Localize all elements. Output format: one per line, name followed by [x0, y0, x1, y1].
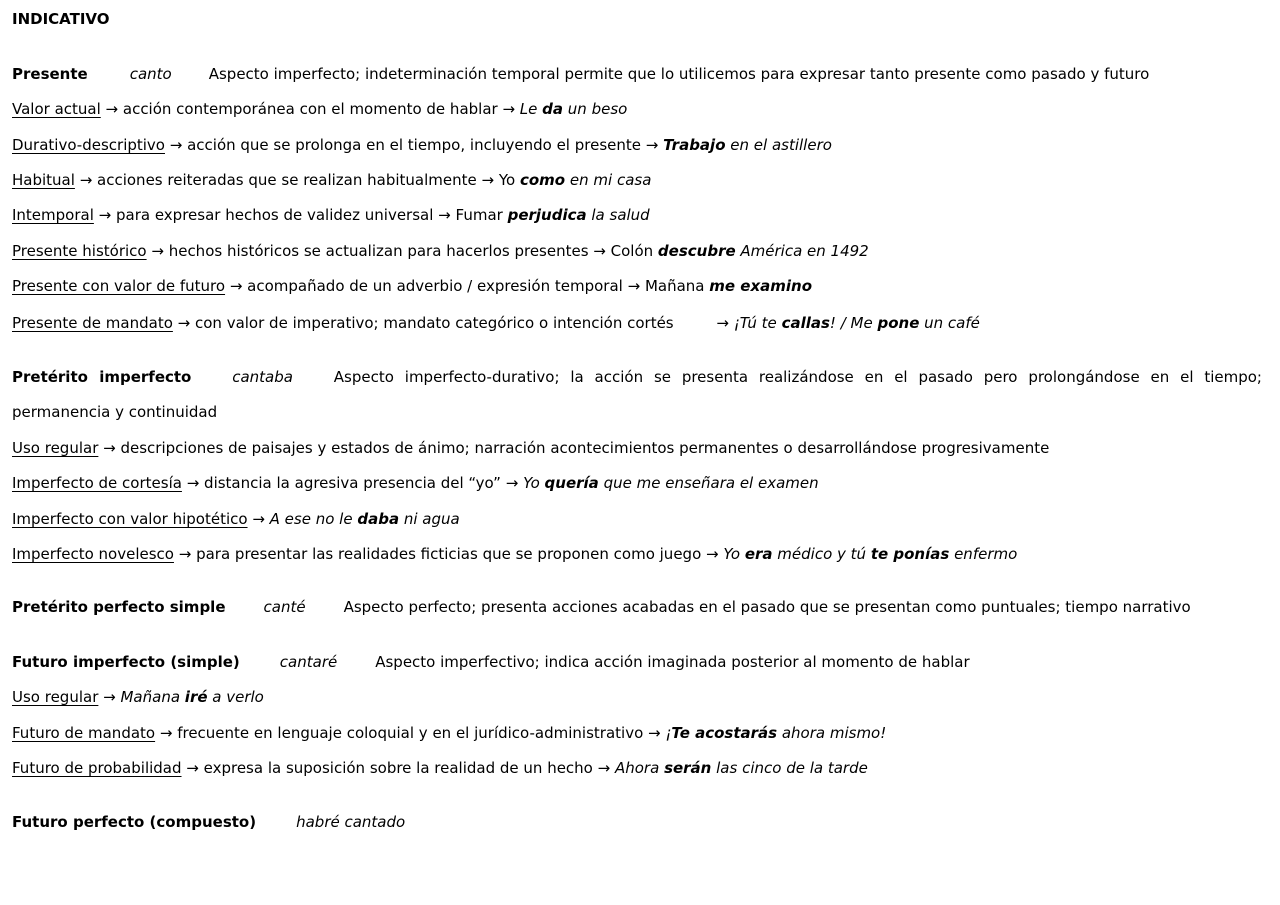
- example-text: Yo: [523, 474, 545, 492]
- tense-example: canté: [263, 598, 306, 616]
- example-text: ! / Me: [829, 314, 878, 332]
- use-row: [12, 242, 869, 260]
- tense-example: cantaré: [279, 653, 338, 671]
- tense-name: Presente: [12, 65, 88, 83]
- use-row: [12, 474, 819, 492]
- use-row: [12, 100, 627, 118]
- use-label: Habitual: [12, 171, 75, 189]
- example-text: las cinco de la tarde: [711, 759, 868, 777]
- example-verb: como: [519, 171, 566, 189]
- tense-name: Futuro imperfecto (simple): [12, 653, 240, 671]
- presente-row: [12, 65, 1149, 83]
- example-text: Le: [519, 100, 543, 118]
- imperfecto-row-continued: [12, 403, 217, 421]
- arrow: →: [247, 510, 270, 528]
- use-row: [12, 724, 886, 742]
- indefinido-row: [12, 598, 1191, 616]
- arrow: →: [155, 724, 178, 742]
- example-text: ¡: [665, 724, 672, 742]
- use-text: hechos históricos se actualizan para hacerlos presentes: [168, 242, 589, 260]
- example-verb: descubre: [657, 242, 736, 260]
- example-text: médico y tú: [772, 545, 871, 563]
- use-row: [12, 510, 460, 528]
- arrow: →: [181, 759, 204, 777]
- use-label: Valor actual: [12, 100, 101, 118]
- use-label: Durativo-descriptivo: [12, 136, 165, 154]
- arrow: →: [93, 206, 116, 224]
- example-text: la salud: [586, 206, 650, 224]
- tense-example: cantaba: [232, 368, 293, 386]
- example-verb: daba: [357, 510, 400, 528]
- tense-name: Pretérito imperfecto: [12, 368, 192, 386]
- arrow: →: [98, 688, 121, 706]
- example-text: A ese no le: [269, 510, 358, 528]
- example-verb: iré: [184, 688, 208, 706]
- futuro-perfecto-row: [12, 813, 405, 831]
- tense-example: habré cantado: [296, 813, 406, 831]
- example-text: ¡Tú te: [733, 314, 782, 332]
- example-verb: Te acostarás: [671, 724, 778, 742]
- arrow: →: [98, 439, 121, 457]
- use-label: Presente con valor de futuro: [12, 277, 226, 295]
- arrow: →: [640, 136, 664, 154]
- arrow: →: [433, 206, 456, 224]
- use-label: Imperfecto novelesco: [12, 545, 174, 563]
- tense-name: Pretérito perfecto simple: [12, 598, 226, 616]
- example-text: ni agua: [399, 510, 460, 528]
- example-verb: me examino: [709, 277, 813, 295]
- arrow: →: [74, 171, 98, 189]
- use-text: para presentar las realidades ficticias que se proponen como juego: [196, 545, 702, 563]
- use-text: acción que se prolonga en el tiempo, incluyendo el presente: [187, 136, 641, 154]
- use-text: frecuente en lenguaje coloquial y en el jurídico-administrativo: [177, 724, 644, 742]
- arrow: →: [588, 242, 611, 260]
- arrow: →: [172, 314, 195, 332]
- tense-description: Aspecto imperfectivo; indica acción imaginada posterior al momento de hablar: [375, 653, 970, 671]
- use-row: [12, 545, 1017, 563]
- use-row: [12, 206, 650, 224]
- tense-description: Aspecto imperfecto; indeterminación temporal permite que lo utilicemos para expresar tanto presente como pasado y futuro: [208, 65, 1150, 83]
- example-text: ahora mismo!: [777, 724, 887, 742]
- tense-name: Futuro perfecto (compuesto): [12, 813, 257, 831]
- example-verb: serán: [664, 759, 712, 777]
- use-row: [12, 171, 651, 189]
- example-verb: pone: [877, 314, 920, 332]
- use-text: con valor de imperativo; mandato categórico o intención cortés: [195, 314, 674, 332]
- example-verb: te ponías: [870, 545, 950, 563]
- example-text: a verlo: [207, 688, 264, 706]
- use-text: descripciones de paisajes y estados de ánimo; narración acontecimientos permanentes o desarrollándose progresivamente: [120, 439, 1050, 457]
- use-label: Futuro de mandato: [12, 724, 156, 742]
- arrow: →: [701, 545, 724, 563]
- use-row: [12, 277, 812, 295]
- use-label: Presente de mandato: [12, 314, 173, 332]
- arrow: →: [100, 100, 123, 118]
- example-verb: perjudica: [507, 206, 587, 224]
- example-text: Fumar: [455, 206, 508, 224]
- use-row: [12, 688, 264, 706]
- tense-description: Aspecto perfecto; presenta acciones acabadas en el pasado que se presentan como puntuales; tiempo narrativo: [343, 598, 1191, 616]
- example-verb: quería: [544, 474, 599, 492]
- arrow: →: [181, 474, 205, 492]
- example-verb: era: [744, 545, 773, 563]
- arrow: →: [622, 277, 645, 295]
- use-text: para expresar hechos de validez universal: [116, 206, 434, 224]
- tense-description: Aspecto imperfecto-durativo; la acción se presenta realizándose en el pasado pero prolongándose en el tiempo;: [333, 368, 1262, 386]
- use-row: [12, 136, 832, 154]
- example-text: Ahora: [614, 759, 665, 777]
- arrow: →: [173, 545, 197, 563]
- arrow: →: [225, 277, 248, 295]
- use-text: acción contemporánea con el momento de hablar: [122, 100, 498, 118]
- example-text: Colón: [610, 242, 658, 260]
- imperfecto-row: [12, 368, 1262, 386]
- tense-example: canto: [129, 65, 172, 83]
- example-verb: Trabajo: [663, 136, 726, 154]
- use-row: [12, 759, 868, 777]
- arrow: →: [643, 724, 666, 742]
- arrow: →: [500, 474, 524, 492]
- use-label: Imperfecto de cortesía: [12, 474, 182, 492]
- use-label: Intemporal: [12, 206, 94, 224]
- arrow: →: [711, 314, 734, 332]
- heading: INDICATIVO: [12, 10, 110, 28]
- example-verb: callas: [781, 314, 830, 332]
- use-text: acciones reiteradas que se realizan habitualmente: [97, 171, 477, 189]
- use-label: Futuro de probabilidad: [12, 759, 182, 777]
- arrow: →: [164, 136, 188, 154]
- example-text: un beso: [563, 100, 628, 118]
- arrow: →: [146, 242, 169, 260]
- example-text: en mi casa: [565, 171, 652, 189]
- use-row: [12, 439, 1049, 457]
- futuro-row: [12, 653, 970, 671]
- use-label: Uso regular: [12, 439, 99, 457]
- use-text: acompañado de un adverbio / expresión temporal: [247, 277, 623, 295]
- example-text: América en 1492: [735, 242, 869, 260]
- use-label: Imperfecto con valor hipotético: [12, 510, 248, 528]
- example-text: que me enseñara el examen: [598, 474, 819, 492]
- arrow: →: [476, 171, 499, 189]
- example-text: un café: [919, 314, 980, 332]
- example-text: Mañana: [644, 277, 710, 295]
- example-text: Mañana: [120, 688, 185, 706]
- example-text: Yo: [723, 545, 745, 563]
- arrow: →: [497, 100, 520, 118]
- tense-description: permanencia y continuidad: [12, 403, 218, 421]
- example-text: en el astillero: [725, 136, 832, 154]
- example-text: Yo: [498, 171, 520, 189]
- use-label: Uso regular: [12, 688, 99, 706]
- use-text: expresa la suposición sobre la realidad de un hecho: [203, 759, 593, 777]
- use-text: distancia la agresiva presencia del “yo”: [204, 474, 501, 492]
- example-verb: da: [542, 100, 564, 118]
- use-label: Presente histórico: [12, 242, 147, 260]
- use-row: [12, 314, 980, 332]
- example-text: enfermo: [949, 545, 1018, 563]
- arrow: →: [592, 759, 615, 777]
